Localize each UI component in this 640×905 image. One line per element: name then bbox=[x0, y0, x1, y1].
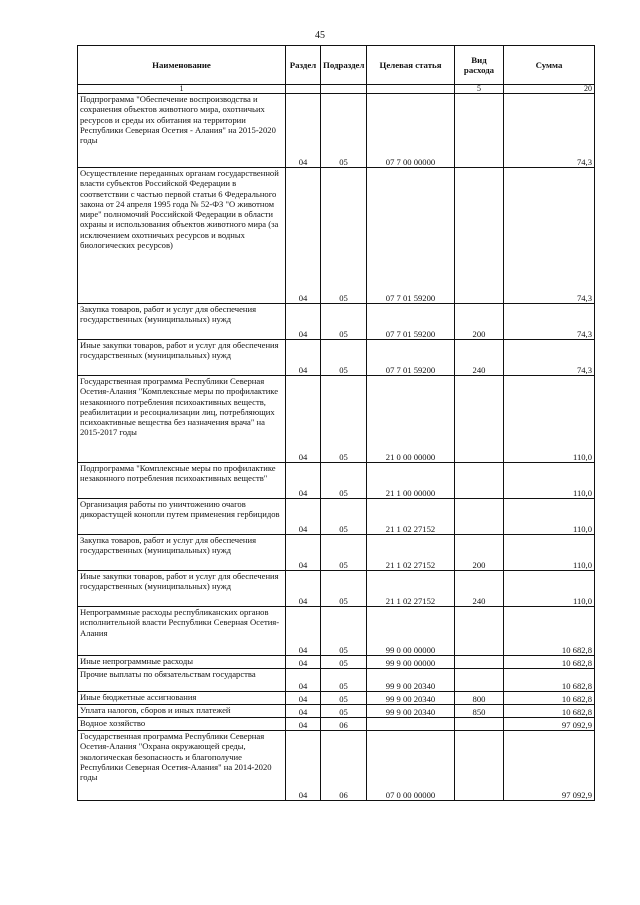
row-razdel: 04 bbox=[286, 499, 321, 535]
row-sum: 110,0 bbox=[504, 571, 595, 607]
table-row bbox=[78, 304, 595, 340]
row-sum: 74,3 bbox=[504, 94, 595, 168]
num-podrazdel bbox=[321, 85, 367, 94]
row-podrazdel: 05 bbox=[321, 463, 367, 499]
table-row bbox=[78, 340, 595, 376]
row-target: 99 9 00 20340 bbox=[367, 692, 455, 705]
row-podrazdel: 05 bbox=[321, 499, 367, 535]
row-target: 21 0 00 00000 bbox=[367, 376, 455, 463]
table-row bbox=[78, 376, 595, 463]
row-sum: 97 092,9 bbox=[504, 718, 595, 731]
row-razdel: 04 bbox=[286, 340, 321, 376]
row-razdel: 04 bbox=[286, 718, 321, 731]
row-podrazdel: 05 bbox=[321, 692, 367, 705]
row-razdel: 04 bbox=[286, 463, 321, 499]
row-sum: 10 682,8 bbox=[504, 692, 595, 705]
row-podrazdel: 05 bbox=[321, 94, 367, 168]
row-podrazdel: 05 bbox=[321, 656, 367, 669]
row-sum: 10 682,8 bbox=[504, 705, 595, 718]
row-name: Закупка товаров, работ и услуг для обеспечения государственных (муниципальных) нужд bbox=[78, 535, 286, 571]
row-target: 21 1 00 00000 bbox=[367, 463, 455, 499]
column-number-row bbox=[78, 85, 595, 94]
row-target: 21 1 02 27152 bbox=[367, 499, 455, 535]
row-sum: 74,3 bbox=[504, 168, 595, 304]
row-sum: 74,3 bbox=[504, 340, 595, 376]
table-row bbox=[78, 94, 595, 168]
header-sum: Сумма bbox=[504, 46, 595, 85]
table-row bbox=[78, 607, 595, 656]
row-name: Иные непрограммные расходы bbox=[78, 656, 286, 669]
table-row bbox=[78, 499, 595, 535]
row-target: 21 1 02 27152 bbox=[367, 535, 455, 571]
row-vid: 850 bbox=[455, 705, 504, 718]
row-vid: 240 bbox=[455, 571, 504, 607]
row-razdel: 04 bbox=[286, 692, 321, 705]
row-sum: 110,0 bbox=[504, 535, 595, 571]
header-name: Наименование bbox=[78, 46, 286, 85]
row-name: Уплата налогов, сборов и иных платежей bbox=[78, 705, 286, 718]
row-razdel: 04 bbox=[286, 731, 321, 801]
row-vid: 800 bbox=[455, 692, 504, 705]
num-target bbox=[367, 85, 455, 94]
row-name: Организация работы по уничтожению очагов дикорастущей конопли путем применения гербицидов bbox=[78, 499, 286, 535]
row-vid bbox=[455, 607, 504, 656]
row-razdel: 04 bbox=[286, 535, 321, 571]
table-row bbox=[78, 168, 595, 304]
table-row bbox=[78, 535, 595, 571]
num-sum: 20 bbox=[504, 85, 595, 94]
row-razdel: 04 bbox=[286, 607, 321, 656]
row-razdel: 04 bbox=[286, 168, 321, 304]
row-name: Государственная программа Республики Северная Осетия-Алания "Охрана окружающей среды, экологическая безопасность и благополучие Республики Северная Осетия-Алания" на 2014-2020 годы bbox=[78, 731, 286, 801]
header-target: Целевая статья bbox=[367, 46, 455, 85]
row-vid bbox=[455, 718, 504, 731]
row-vid bbox=[455, 731, 504, 801]
row-name: Непрограммные расходы республиканских органов исполнительной власти Республики Северная Осетия-Алания bbox=[78, 607, 286, 656]
row-vid: 200 bbox=[455, 304, 504, 340]
row-sum: 110,0 bbox=[504, 463, 595, 499]
row-target: 07 7 00 00000 bbox=[367, 94, 455, 168]
row-name: Иные закупки товаров, работ и услуг для обеспечения государственных (муниципальных) нужд bbox=[78, 571, 286, 607]
row-target: 07 7 01 59200 bbox=[367, 168, 455, 304]
row-name: Подпрограмма "Обеспечение воспроизводства и сохранения объектов животного мира, охотничьих ресурсов и среды их обитания на территории Республики Северная Осетия - Алания" на 2015-2020 годы bbox=[78, 94, 286, 168]
row-podrazdel: 06 bbox=[321, 731, 367, 801]
row-target: 07 7 01 59200 bbox=[367, 340, 455, 376]
row-name: Государственная программа Республики Северная Осетия-Алания "Комплексные меры по профилактике незаконного потребления психоактивных веществ, реабилитации и ресоциализации лиц, потребляющих психоактивные вещества без назначения врача" на 2015-2017 годы bbox=[78, 376, 286, 463]
num-razdel bbox=[286, 85, 321, 94]
table-row bbox=[78, 731, 595, 801]
table-row bbox=[78, 463, 595, 499]
row-razdel: 04 bbox=[286, 571, 321, 607]
table-header-row bbox=[78, 46, 595, 85]
row-podrazdel: 05 bbox=[321, 571, 367, 607]
table-row bbox=[78, 718, 595, 731]
table-row bbox=[78, 705, 595, 718]
table-row bbox=[78, 692, 595, 705]
row-sum: 10 682,8 bbox=[504, 607, 595, 656]
row-target bbox=[367, 718, 455, 731]
table-row bbox=[78, 656, 595, 669]
row-name: Прочие выплаты по обязательствам государства bbox=[78, 669, 286, 692]
row-podrazdel: 05 bbox=[321, 705, 367, 718]
row-name: Осуществление переданных органам государственной власти субъектов Российской Федерации в соответствии с частью первой статьи 6 Федерального закона от 24 апреля 1995 года № 52-ФЗ "О животном мире" полномочий Российской Федерации в области охраны и использования объектов животного мира (за исключением охотничьих ресурсов и водных биологических ресурсов) bbox=[78, 168, 286, 304]
row-vid bbox=[455, 168, 504, 304]
row-razdel: 04 bbox=[286, 304, 321, 340]
row-vid bbox=[455, 463, 504, 499]
row-target: 07 7 01 59200 bbox=[367, 304, 455, 340]
page-number: 45 bbox=[315, 30, 325, 41]
row-razdel: 04 bbox=[286, 656, 321, 669]
row-razdel: 04 bbox=[286, 669, 321, 692]
row-name: Водное хозяйство bbox=[78, 718, 286, 731]
header-vid: Вид расхода bbox=[455, 46, 504, 85]
num-vid: 5 bbox=[455, 85, 504, 94]
budget-table bbox=[77, 45, 595, 801]
row-podrazdel: 05 bbox=[321, 304, 367, 340]
row-target: 99 9 00 20340 bbox=[367, 705, 455, 718]
row-sum: 110,0 bbox=[504, 499, 595, 535]
row-sum: 74,3 bbox=[504, 304, 595, 340]
row-podrazdel: 05 bbox=[321, 607, 367, 656]
row-razdel: 04 bbox=[286, 94, 321, 168]
row-vid bbox=[455, 94, 504, 168]
row-name: Закупка товаров, работ и услуг для обеспечения государственных (муниципальных) нужд bbox=[78, 304, 286, 340]
row-name: Подпрограмма "Комплексные меры по профилактике незаконного потребления психоактивных веществ" bbox=[78, 463, 286, 499]
row-podrazdel: 05 bbox=[321, 535, 367, 571]
row-podrazdel: 05 bbox=[321, 669, 367, 692]
row-target: 99 9 00 20340 bbox=[367, 669, 455, 692]
row-podrazdel: 05 bbox=[321, 340, 367, 376]
row-podrazdel: 05 bbox=[321, 168, 367, 304]
row-podrazdel: 06 bbox=[321, 718, 367, 731]
row-vid bbox=[455, 499, 504, 535]
row-vid bbox=[455, 376, 504, 463]
row-razdel: 04 bbox=[286, 705, 321, 718]
table-row bbox=[78, 571, 595, 607]
row-name: Иные бюджетные ассигнования bbox=[78, 692, 286, 705]
row-razdel: 04 bbox=[286, 376, 321, 463]
row-vid bbox=[455, 656, 504, 669]
row-sum: 10 682,8 bbox=[504, 656, 595, 669]
row-name: Иные закупки товаров, работ и услуг для обеспечения государственных (муниципальных) нужд bbox=[78, 340, 286, 376]
row-sum: 10 682,8 bbox=[504, 669, 595, 692]
row-target: 21 1 02 27152 bbox=[367, 571, 455, 607]
row-sum: 110,0 bbox=[504, 376, 595, 463]
row-vid: 240 bbox=[455, 340, 504, 376]
row-vid bbox=[455, 669, 504, 692]
header-razdel: Раздел bbox=[286, 46, 321, 85]
row-target: 99 0 00 00000 bbox=[367, 607, 455, 656]
row-vid: 200 bbox=[455, 535, 504, 571]
header-podrazdel: Подраздел bbox=[321, 46, 367, 85]
table-row bbox=[78, 669, 595, 692]
num-name: 1 bbox=[78, 85, 286, 94]
row-sum: 97 092,9 bbox=[504, 731, 595, 801]
row-target: 99 9 00 00000 bbox=[367, 656, 455, 669]
row-target: 07 0 00 00000 bbox=[367, 731, 455, 801]
row-podrazdel: 05 bbox=[321, 376, 367, 463]
